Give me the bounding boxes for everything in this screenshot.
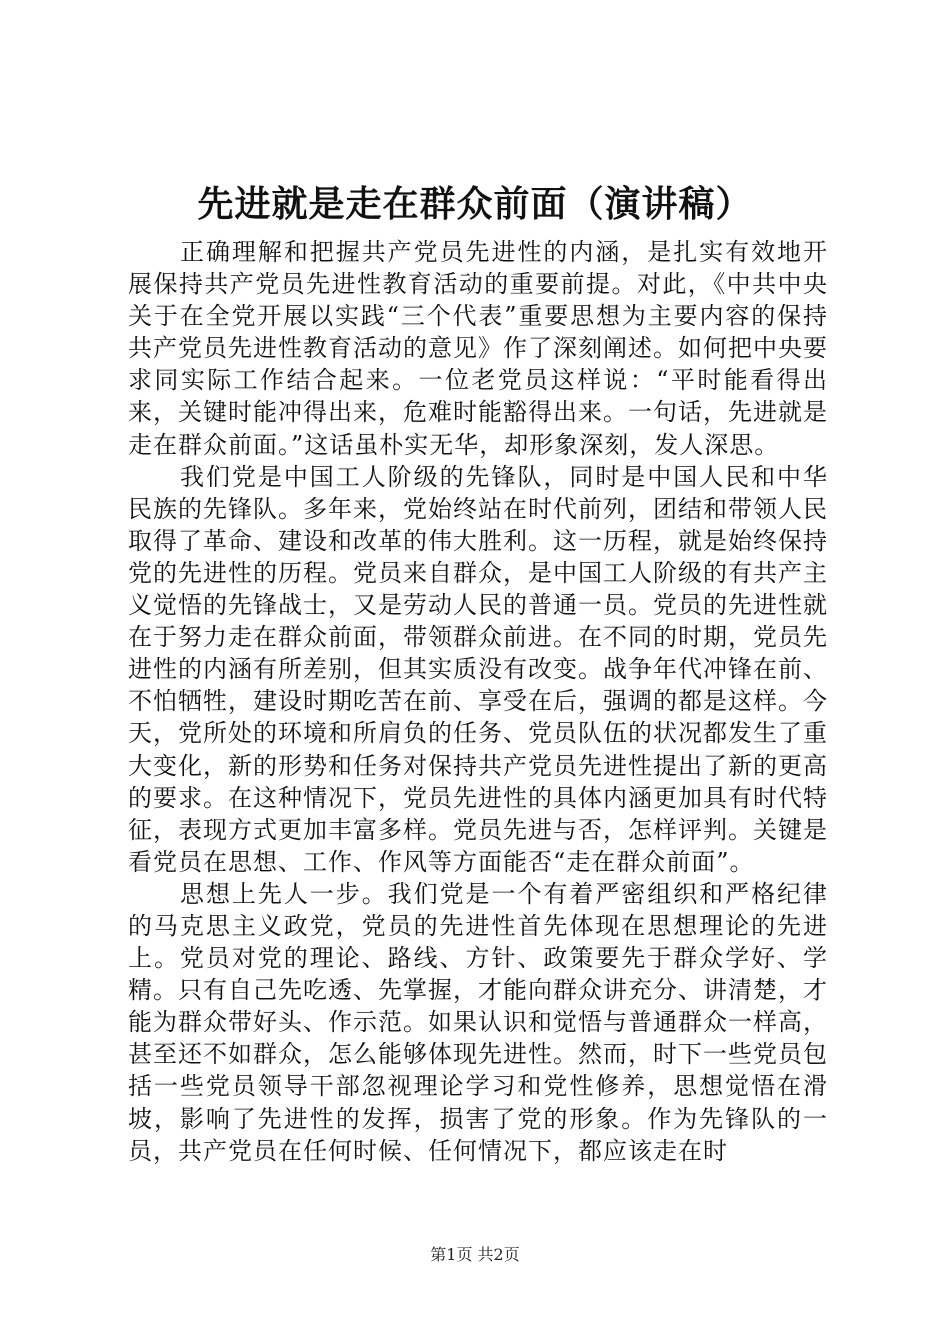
document-body [128,236,828,1167]
paragraph-3: 思想上先人一步。我们党是一个有着严密组织和严格纪律的马克思主义政党，党员的先进性首先体现在思想理论的先进上。党员对党的理论、路线、方针、政策要先于群众学好、学精。只有自己先吃透、先掌握，才能向群众讲充分、讲清楚，才能为群众带好头、作示范。如果认识和觉悟与普通群众一样高，甚至还不如群众，怎么能够体现先进性。然而，时下一些党员包括一些党员领导干部忽视理论学习和党性修养，思想觉悟在滑坡，影响了先进性的发挥，损害了党的形象。作为先锋队的一员，共产党员在任何时候、任何情况下，都应该走在时 [128,879,828,1165]
paragraph-2: 我们党是中国工人阶级的先锋队，同时是中国人民和中华民族的先锋队。多年来，党始终站在时代前列，团结和带领人民取得了革命、建设和改革的伟大胜利。这一历程，就是始终保持党的先进性的历程。党员来自群众，是中国工人阶级的有共产主义觉悟的先锋战士，又是劳动人民的普通一员。党员的先进性就在于努力走在群众前面，带领群众前进。在不同的时期，党员先进性的内涵有所差别，但其实质没有改变。战争年代冲锋在前、不怕牺牲，建设时期吃苦在前、享受在后，强调的都是这样。今天，党所处的环境和所肩负的任务、党员队伍的状况都发生了重大变化，新的形势和任务对保持共产党员先进性提出了新的更高的要求。在这种情况下，党员先进性的具体内涵更加具有时代特征，表现方式更加丰富多样。党员先进与否，怎样评判。关键是看党员在思想、工作、作风等方面能否“走在群众前面”。 [128,462,828,876]
document-title: 先进就是走在群众前面（演讲稿） [197,184,753,225]
page-number-footer: 第1页 共2页 [430,1245,520,1264]
paragraph-1: 正确理解和把握共产党员先进性的内涵，是扎实有效地开展保持共产党员先进性教育活动的重要前提。对此，《中共中央关于在全党开展以实践“三个代表”重要思想为主要内容的保持共产党员先进性教育活动的意见》作了深刻阐述。如何把中央要求同实际工作结合起来。一位老党员这样说：“平时能看得出来，关键时能冲得出来，危难时能豁得出来。一句话，先进就是走在群众前面。”这话虽朴实无华，却形象深刻，发人深思。 [128,238,828,459]
